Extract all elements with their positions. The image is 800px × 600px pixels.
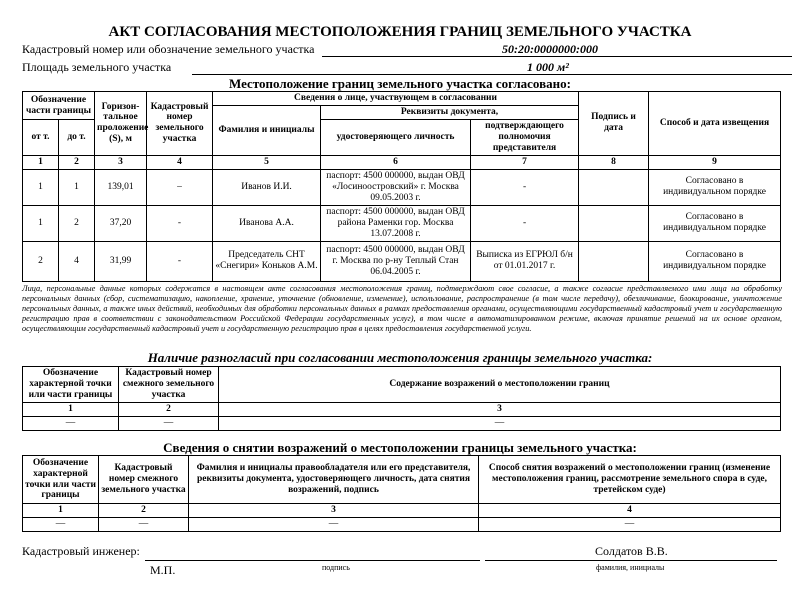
header-holder: Фамилия и инициалы правообладателя или его представителя, реквизиты документа, удостоверяющего личность, дата снятия возражений, подпись [189, 456, 479, 504]
cell-sign [579, 169, 649, 205]
stamp-place: М.П. [150, 563, 176, 577]
col-num: 1 [23, 403, 119, 417]
cell-length: 37,20 [95, 205, 147, 241]
table2-heading: Наличие разногласий при согласовании местоположения границы земельного участка: [147, 350, 653, 365]
cell-removal-method: — [479, 517, 781, 531]
disagreements-table [22, 366, 781, 431]
cell-sign [579, 241, 649, 281]
cell-from: 1 [23, 169, 59, 205]
cell-cadastral: - [147, 241, 213, 281]
engineer-label: Кадастровый инженер: [22, 544, 140, 558]
table3-heading: Сведения о снятии возражений о местоположении границы земельного участка: [163, 440, 637, 455]
cell-auth-doc: Выписка из ЕГРЮЛ б/н от 01.01.2017 г. [471, 241, 579, 281]
header-cadastral: Кадастровый номер земельного участка [147, 92, 213, 156]
cell-id-doc: паспорт: 4500 000000, выдан ОВД района Раменки гор. Москва 13.07.2008 г. [321, 205, 471, 241]
cell-method: Согласовано в индивидуальном порядке [649, 205, 781, 241]
col-num: 4 [147, 155, 213, 169]
header-reqs: Реквизиты документа, [321, 106, 579, 120]
header-removal-method: Способ снятия возражений о местоположении границ (изменение местоположения границ, рассмотрение земельного спора в суде, третейском суде) [479, 456, 781, 504]
table-row [23, 517, 781, 531]
table-row [23, 416, 781, 430]
col-num: 1 [23, 504, 99, 518]
col-num: 3 [95, 155, 147, 169]
cell-from: 2 [23, 241, 59, 281]
cell-id-doc: паспорт: 4500 000000, выдан ОВД «Лосиноостровский» г. Москва 09.05.2003 г. [321, 169, 471, 205]
col-num: 5 [213, 155, 321, 169]
col-num: 7 [471, 155, 579, 169]
col-num: 6 [321, 155, 471, 169]
cell-to: 2 [59, 205, 95, 241]
header-method: Способ и дата извещения [649, 92, 781, 156]
engineer-name: Солдатов В.В. [595, 544, 668, 558]
personal-data-consent-note: Лица, персональные данные которых содержатся в настоящем акте согласования местоположения границ, подтверждают свое согласие, а также согласие представляемого ими лица на обработку персональных данных (сбор, систематизацию, накопление, хранение, уточнение (обновление, изменение), использование, распространение (в том числе передачу), обезличивание, блокирование, уничтожение персональных данных, а также иных действий, необходимых для обработки персональных данных в рамках предоставления органами, осуществляющими государственный кадастровый учет и государственную регистрацию прав в соответствии с законодательством Российской Федерации государственных услуг), в том числе в автоматизированном режиме, включая принятие решений на их основе органом, осуществляющим государственный кадастровый учет и государственную регистрацию прав в целях предоставления государственной услуги. [22, 284, 782, 333]
header-length: Горизон-тальное проложение (S), м [95, 92, 147, 156]
cadastral-label: Кадастровый номер или обозначение земельного участка [22, 42, 315, 56]
table1-heading: Местоположение границ земельного участка согласовано: [229, 76, 571, 91]
cell-method: Согласовано в индивидуальном порядке [649, 169, 781, 205]
header-point: Обозначение характерной точки или части границы [23, 456, 99, 504]
col-num: 8 [579, 155, 649, 169]
signature-line [145, 560, 480, 561]
area-value: 1 000 м² [527, 60, 569, 74]
header-objections: Содержание возражений о местоположении границ [219, 367, 781, 403]
cell-cadastral: – [147, 169, 213, 205]
col-num: 2 [119, 403, 219, 417]
cell-point: — [23, 517, 99, 531]
cell-to: 4 [59, 241, 95, 281]
signature-caption: подпись [322, 563, 350, 572]
col-num: 1 [23, 155, 59, 169]
name-line [485, 560, 777, 561]
cadastral-row [22, 42, 792, 58]
agreement-table [22, 91, 781, 282]
cell-adjacent-cadastral: — [99, 517, 189, 531]
header-name: Фамилия и инициалы [213, 106, 321, 156]
area-underline [192, 74, 792, 75]
column-numbers-row [23, 155, 781, 169]
cell-length: 31,99 [95, 241, 147, 281]
cell-to: 1 [59, 169, 95, 205]
header-adjacent-cadastral: Кадастровый номер смежного земельного участка [99, 456, 189, 504]
cell-cadastral: - [147, 205, 213, 241]
cell-name: Председатель СНТ «Снегири» Коньков А.М. [213, 241, 321, 281]
area-label: Площадь земельного участка [22, 60, 172, 74]
cell-sign [579, 205, 649, 241]
cell-name: Иванова А.А. [213, 205, 321, 241]
objections-removal-table [22, 455, 781, 532]
header-id: удостоверяющего личность [321, 120, 471, 156]
col-num: 3 [219, 403, 781, 417]
cell-method: Согласовано в индивидуальном порядке [649, 241, 781, 281]
document-title: АКТ СОГЛАСОВАНИЯ МЕСТОПОЛОЖЕНИЯ ГРАНИЦ ЗЕМЕЛЬНОГО УЧАСТКА [108, 24, 692, 40]
header-info: Сведения о лице, участвующем в согласовании [213, 92, 579, 106]
name-caption: фамилия, инициалы [596, 563, 665, 572]
col-num: 2 [59, 155, 95, 169]
header-sign: Подпись и дата [579, 92, 649, 156]
table-row [23, 205, 781, 241]
header-auth: подтверждающего полномочия представителя [471, 120, 579, 156]
header-boundary: Обозначение части границы [23, 92, 95, 120]
cell-auth-doc: - [471, 205, 579, 241]
cell-holder: — [189, 517, 479, 531]
area-row [22, 60, 792, 76]
header-from: от т. [23, 120, 59, 156]
table-row [23, 169, 781, 205]
col-num: 9 [649, 155, 781, 169]
header-point: Обозначение характерной точки или части границы [23, 367, 119, 403]
header-adjacent-cadastral: Кадастровый номер смежного земельного участка [119, 367, 219, 403]
cadastral-value: 50:20:0000000:000 [502, 42, 598, 56]
cell-adjacent-cadastral: — [119, 416, 219, 430]
cell-auth-doc: - [471, 169, 579, 205]
cell-name: Иванов И.И. [213, 169, 321, 205]
cell-point: — [23, 416, 119, 430]
cell-length: 139,01 [95, 169, 147, 205]
col-num: 4 [479, 504, 781, 518]
cell-objections: — [219, 416, 781, 430]
header-to: до т. [59, 120, 95, 156]
table-row [23, 241, 781, 281]
col-num: 2 [99, 504, 189, 518]
cell-id-doc: паспорт: 4500 000000, выдан ОВД г. Москва по р-ну Теплый Стан 06.04.2005 г. [321, 241, 471, 281]
col-num: 3 [189, 504, 479, 518]
cell-from: 1 [23, 205, 59, 241]
